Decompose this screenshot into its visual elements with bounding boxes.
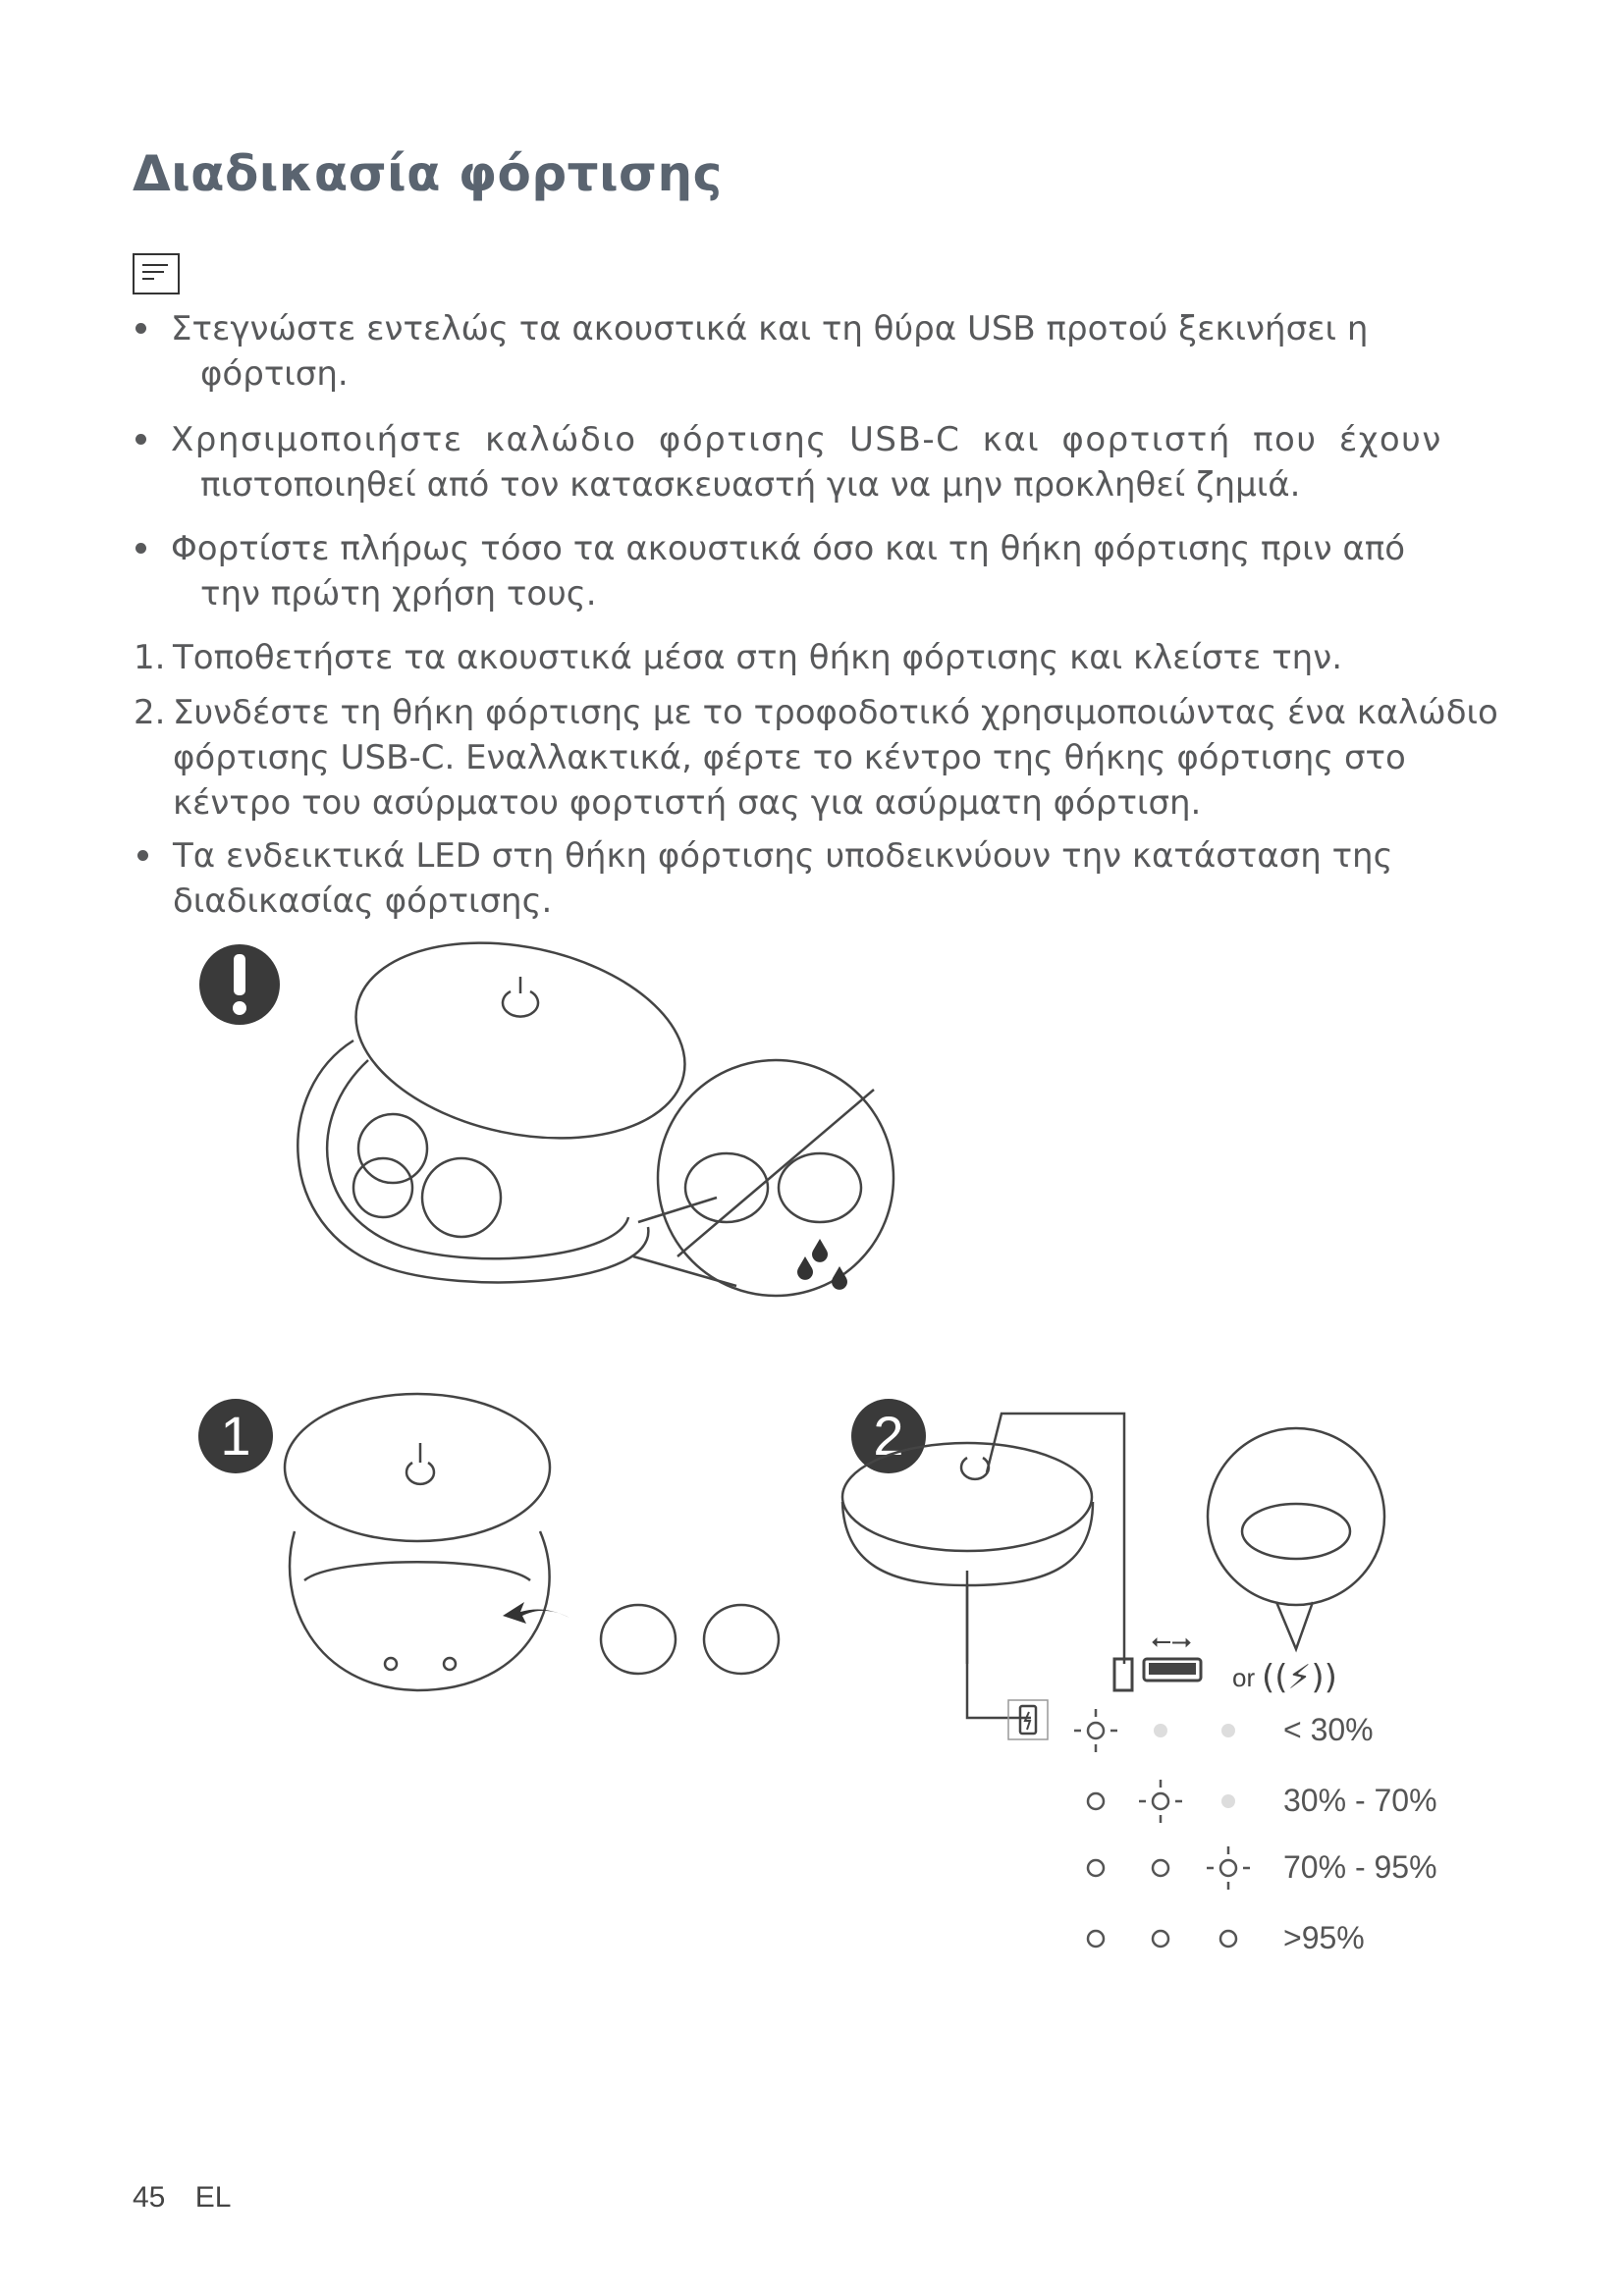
led-on-icon <box>1199 1909 1258 1968</box>
note-line: διαδικασίας φόρτισης. <box>173 881 553 921</box>
step-2-badge: 2 <box>851 1399 926 1473</box>
led-note <box>173 833 1393 924</box>
note-line: Φορτίστε πλήρως τόσο τα ακουστικά όσο και τη θήκη φόρτισης πριν από <box>171 529 1406 568</box>
step-1-illustration <box>275 1384 825 1708</box>
led-dim-icon <box>1199 1772 1258 1831</box>
led-status-label: < 30% <box>1283 1712 1374 1747</box>
led-blink-icon <box>1131 1772 1190 1831</box>
note-icon <box>133 253 180 294</box>
note-line: την πρώτη χρήση τους. <box>200 574 597 614</box>
led-on-icon <box>1131 1909 1190 1968</box>
step-number: 2. <box>134 693 166 732</box>
led-status-label: 70% - 95% <box>1283 1849 1437 1885</box>
led-on-icon <box>1131 1839 1190 1897</box>
led-dim-icon <box>1199 1701 1258 1760</box>
led-on-icon <box>1066 1839 1125 1897</box>
led-blink-icon <box>1066 1701 1125 1760</box>
step-line: Συνδέστε τη θήκη φόρτισης με το τροφοδοτικό χρησιμοποιώντας ένα καλώδιο <box>173 693 1498 732</box>
led-on-icon <box>1066 1909 1125 1968</box>
warning-illustration <box>187 933 992 1345</box>
step-1-badge: 1 <box>198 1399 273 1473</box>
battery-icon <box>1008 1700 1048 1739</box>
step-line: φόρτισης USB-C. Εναλλακτικά, φέρτε το κέντρο της θήκης φόρτισης στο <box>173 738 1406 777</box>
note-line: Χρησιμοποιήστε καλώδιο φόρτισης USB-C και φορτιστή που έχουν <box>171 420 1442 459</box>
led-dim-icon <box>1131 1701 1190 1760</box>
step-line: Τοποθετήστε τα ακουστικά μέσα στη θήκη φόρτισης και κλείστε την. <box>173 638 1343 677</box>
warning-icon <box>199 944 280 1025</box>
arrow-icon <box>503 1602 569 1624</box>
step-item <box>134 635 1343 680</box>
note-item <box>171 306 1368 397</box>
page-number: 45 <box>133 2181 166 2214</box>
note-item <box>171 526 1405 616</box>
note-line: Στεγνώστε εντελώς τα ακουστικά και τη θύρα USB προτού ξεκινήσει η <box>171 309 1369 348</box>
step-2-illustration <box>839 1394 1389 1747</box>
page-title: Διαδικασία φόρτισης <box>133 145 723 202</box>
or-label: or <box>1232 1663 1256 1692</box>
step-item <box>134 690 1498 826</box>
note-line: πιστοποιηθεί από τον κατασκευαστή για να μην προκληθεί ζημιά. <box>200 465 1301 505</box>
led-status-label: >95% <box>1283 1920 1365 1955</box>
language-code: EL <box>194 2181 232 2214</box>
water-drops-icon <box>797 1239 847 1290</box>
note-line: φόρτιση. <box>200 354 349 394</box>
led-blink-icon <box>1199 1839 1258 1897</box>
led-on-icon <box>1066 1772 1125 1831</box>
note-line: Τα ενδεικτικά LED στη θήκη φόρτισης υποδεικνύουν την κατάσταση της <box>173 836 1393 876</box>
page-footer <box>133 2181 231 2215</box>
led-status-label: 30% - 70% <box>1283 1783 1437 1818</box>
step-number: 1. <box>134 638 166 677</box>
note-item <box>171 417 1442 507</box>
usb-symbol-icon: ⭠⭢ <box>1151 1627 1192 1656</box>
step-line: κέντρο του ασύρματου φορτιστή σας για ασύρματη φόρτιση. <box>173 783 1202 823</box>
wireless-charging-icon: ((⚡)) <box>1262 1658 1337 1697</box>
open-case-drawing <box>298 915 893 1296</box>
